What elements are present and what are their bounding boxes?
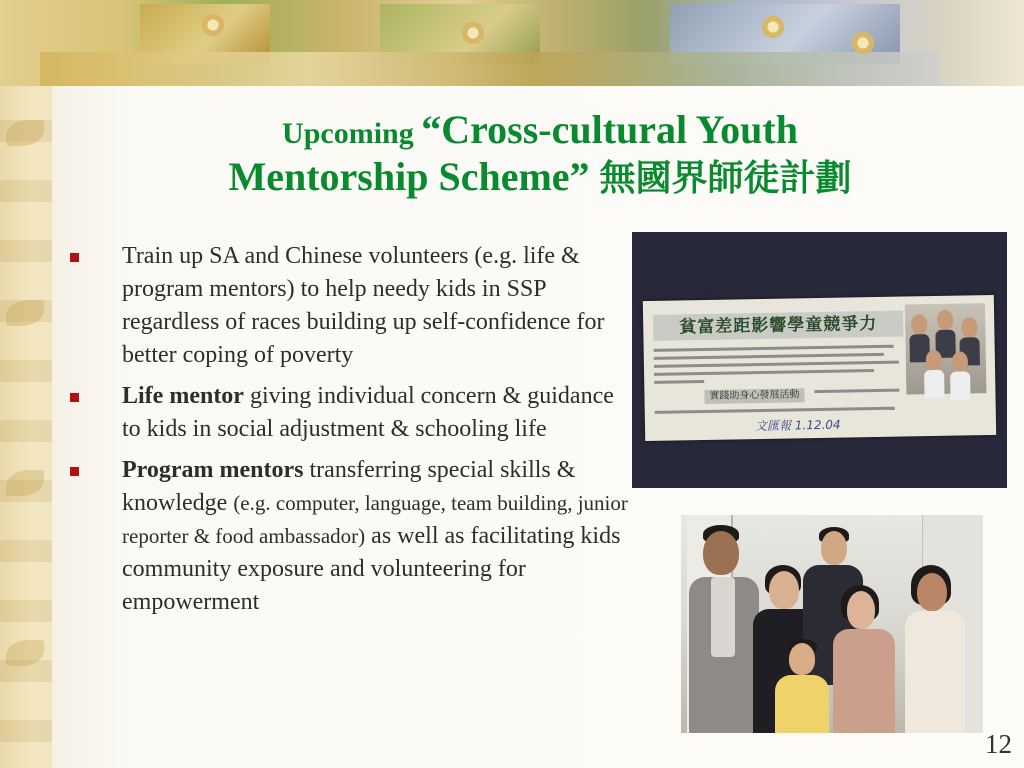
bullet-item [70,454,630,619]
bullet-text: Train up SA and Chinese volunteers (e.g. life & program mentors) to help needy kids in SSP regardless of races building up self-confidence for better coping of poverty [122,243,605,368]
top-decorative-banner [0,0,1024,86]
newspaper-clipping-photo [632,232,1007,488]
clipping-text-line [654,361,899,368]
bullet-marker-icon [70,467,79,476]
leaf-decoration [6,640,44,666]
flower-decoration [850,30,876,56]
group-photo [681,515,983,733]
banner-strip [40,52,940,86]
flower-decoration [200,12,226,38]
title-main-line1: “Cross-cultural Youth [421,107,798,152]
left-parchment-strip [0,0,53,768]
flower-decoration [460,20,486,46]
bullet-example-text: (e.g. computer, language, team building, junior reporter & food ambassador) [122,491,628,548]
leaf-decoration [6,470,44,496]
slide-number: 12 [985,729,1012,759]
bullet-bold-term: Life mentor [122,383,244,409]
bullet-text-continued: as well as facilitating kids community exposure and volunteering for empowerment [122,523,621,615]
clipping-text-line [655,407,895,414]
flower-decoration [760,14,786,40]
clipping-text-line [654,369,874,376]
bullet-item [70,380,630,446]
bullet-marker-icon [70,253,79,262]
clipping-headline: 貧富差距影響學童競爭力 [653,311,903,341]
clipping-text-line [654,353,884,360]
bullet-list [70,240,630,627]
clipping-subheadline: 實踐助身心發展活動 [704,388,804,404]
bullet-text: giving individual concern & guidance to kids in social adjustment & schooling life [122,383,614,442]
title-prefix: Upcoming [282,117,422,150]
clipping-handwritten-note: 文匯報 1.12.04 [754,417,841,434]
clipping-photo [905,303,987,394]
bullet-bold-term: Program mentors [122,457,304,483]
clipping-text-line [654,345,894,352]
bullet-marker-icon [70,393,79,402]
leaf-decoration [6,120,44,146]
bullet-item [70,240,630,372]
leaf-decoration [6,300,44,326]
clipping-text-line [654,380,704,384]
bullet-text: transferring special skills & knowledge [122,457,576,516]
title-chinese: 無國界師徒計劃 [599,158,852,200]
clipping-text-line [814,389,899,393]
title-main-line2: Mentorship Scheme” [228,154,600,200]
slide-title [60,106,1020,201]
newspaper-paper [643,295,996,441]
